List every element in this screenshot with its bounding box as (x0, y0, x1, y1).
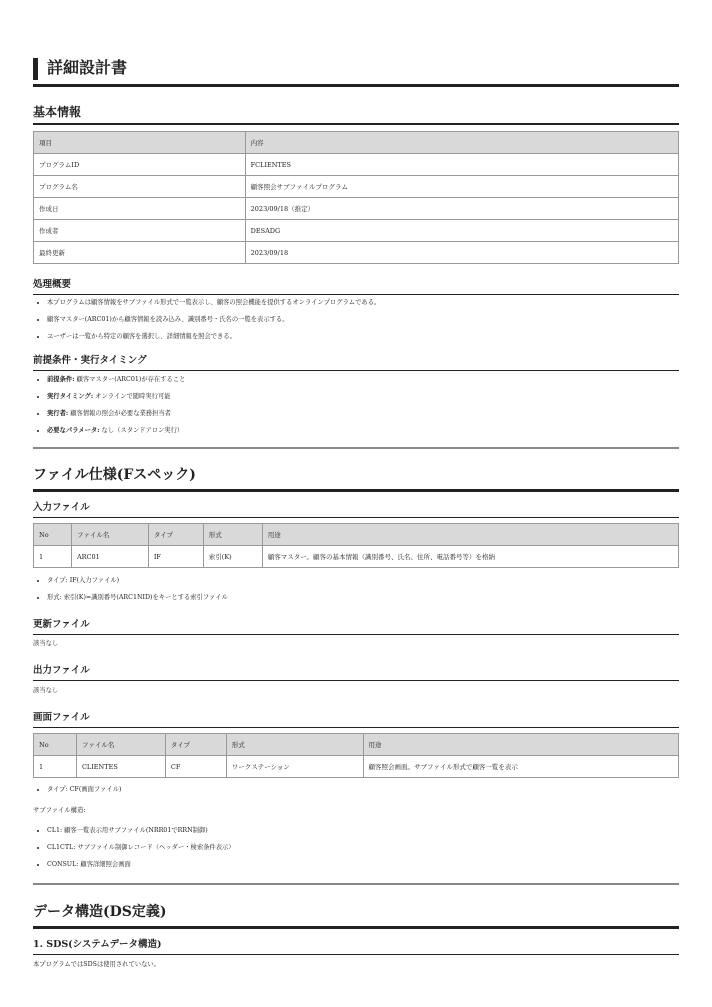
document-title (33, 56, 679, 87)
table-header-cell: ファイル名 (71, 524, 148, 546)
table-cell: 1 (34, 546, 72, 568)
basic-info-table (33, 131, 679, 264)
table-cell: プログラムID (34, 154, 246, 176)
list-item: • CONSUL: 顧客詳細照会画面 (47, 861, 235, 869)
table-header-cell: 形式 (203, 524, 262, 546)
table-cell: DESADG (245, 220, 678, 242)
table-cell: CF (165, 756, 226, 778)
list-item: • CL1CTL: サブファイル制御レコード（ヘッダー・検索条件表示） (47, 844, 235, 852)
table-header-row (34, 524, 679, 546)
list-item: • 形式: 索引(K)=識別番号(ARC1NID)をキーとする索引ファイル (47, 594, 228, 602)
overview-heading: 処理概要 (33, 278, 679, 295)
list-item: • タイプ: CF(画面ファイル) (47, 786, 121, 794)
update-file-text: 該当なし (33, 640, 59, 647)
title-accent-bar (33, 58, 38, 80)
table-header-cell: ファイル名 (76, 734, 165, 756)
table-header-row (34, 734, 679, 756)
table-row (34, 756, 679, 778)
item-text: 顧客マスター(ARC01)が存在すること (74, 376, 186, 383)
input-file-heading: 入力ファイル (33, 501, 679, 518)
table-row (34, 220, 679, 242)
item-text: 顧客情報の照会が必要な業務担当者 (68, 410, 171, 417)
table-cell: プログラム名 (34, 176, 246, 198)
input-file-notes (33, 577, 228, 611)
table-cell: ARC01 (71, 546, 148, 568)
table-cell: 顧客マスター。顧客の基本情報（識別番号、氏名、住所、電話番号等）を格納 (262, 546, 678, 568)
item-label: 実行者: (47, 410, 69, 417)
list-item: • タイプ: IF(入力ファイル) (47, 577, 228, 585)
fspec-heading: ファイル仕様(Fスペック) (33, 466, 679, 492)
precondition-list (33, 376, 185, 444)
ds-heading: データ構造(DS定義) (33, 903, 679, 929)
table-header-cell: 用途 (363, 734, 678, 756)
list-item (47, 427, 185, 435)
screen-file-notes (33, 786, 121, 803)
section-divider (33, 447, 679, 449)
table-header-cell: No (34, 734, 77, 756)
table-row (34, 242, 679, 264)
table-cell: 顧客照会サブファイルプログラム (245, 176, 678, 198)
table-cell: 2023/09/18 (245, 242, 678, 264)
list-item (47, 376, 185, 384)
table-cell: 顧客照会画面。サブファイル形式で顧客一覧を表示 (363, 756, 678, 778)
precondition-heading: 前提条件・実行タイミング (33, 354, 679, 371)
list-item (47, 410, 185, 418)
item-text: オンラインで随時実行可能 (93, 393, 171, 400)
document-title-text: 詳細設計書 (47, 58, 128, 77)
list-item: • ユーザーは一覧から特定の顧客を選択し、詳細情報を照会できる。 (47, 333, 380, 341)
screen-file-heading: 画面ファイル (33, 711, 679, 728)
table-header-cell: 形式 (226, 734, 363, 756)
table-header-row (34, 132, 679, 154)
table-header-cell: 用途 (262, 524, 678, 546)
list-item (47, 393, 185, 401)
screen-file-table (33, 733, 679, 778)
table-cell: FCLIENTES (245, 154, 678, 176)
item-label: 前提条件: (47, 376, 75, 383)
item-text: なし（スタンドアロン実行） (99, 427, 184, 434)
table-row (34, 546, 679, 568)
list-item: • 顧客マスター(ARC01)から顧客情報を読み込み、識別番号・氏名の一覧を表示する。 (47, 316, 380, 324)
table-header-cell: 内容 (245, 132, 678, 154)
list-item: • CL1: 顧客一覧表示用サブファイル(NRR01でRRN制御) (47, 827, 235, 835)
table-header-cell: No (34, 524, 72, 546)
basic-info-heading: 基本情報 (33, 104, 679, 125)
table-header-cell: タイプ (148, 524, 203, 546)
table-cell: CLIENTES (76, 756, 165, 778)
table-cell: 最終更新 (34, 242, 246, 264)
table-cell: 作成日 (34, 198, 246, 220)
table-cell: 2023/09/18（推定） (245, 198, 678, 220)
list-item: • 本プログラムは顧客情報をサブファイル形式で一覧表示し、顧客の照会機能を提供するオンラインプログラムである。 (47, 299, 380, 307)
section-divider (33, 883, 679, 885)
table-row (34, 198, 679, 220)
output-file-text: 該当なし (33, 687, 59, 694)
output-file-heading: 出力ファイル (33, 664, 679, 681)
table-header-cell: 項目 (34, 132, 246, 154)
sds-heading: 1. SDS(システムデータ構造) (33, 938, 679, 955)
table-cell: ワークステーション (226, 756, 363, 778)
table-cell: 1 (34, 756, 77, 778)
item-label: 実行タイミング: (47, 393, 94, 400)
table-header-cell: タイプ (165, 734, 226, 756)
overview-list (33, 299, 380, 350)
table-row (34, 154, 679, 176)
input-file-table (33, 523, 679, 568)
table-cell: 索引(K) (203, 546, 262, 568)
item-label: 必要なパラメータ: (47, 427, 100, 434)
sds-text: 本プログラムではSDSは使用されていない。 (33, 961, 160, 968)
update-file-heading: 更新ファイル (33, 618, 679, 635)
subfile-structure-label: サブファイル構造: (33, 807, 86, 814)
subfile-structure-list (33, 827, 235, 878)
table-cell: IF (148, 546, 203, 568)
table-cell: 作成者 (34, 220, 246, 242)
table-row (34, 176, 679, 198)
